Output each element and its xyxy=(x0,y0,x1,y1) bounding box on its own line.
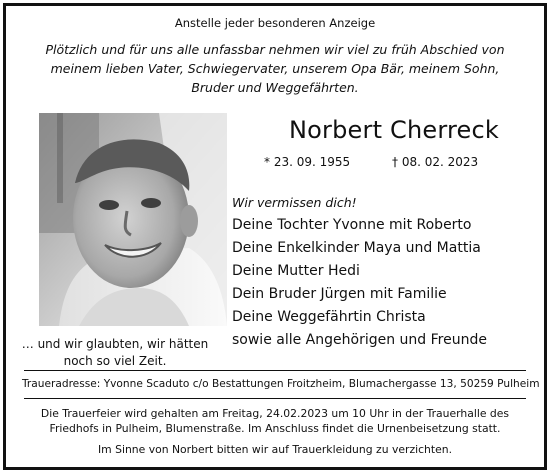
mourning-address: Traueradresse: Yvonne Scaduto c/o Bestattungen Froitzheim, Blumachergasse 13, 50259 Pulheim xyxy=(22,378,540,390)
ceremony-line-2: Friedhofs in Pulheim, Blumenstraße. Im Anschluss findet die Urnenbeisetzung statt. xyxy=(49,422,501,435)
notice-header: Anstelle jeder besonderen Anzeige xyxy=(174,16,376,30)
ceremony-line-3: Im Sinne von Norbert bitten wir auf Trauerkleidung zu verzichten. xyxy=(97,443,453,456)
intro-line-2: meinem lieben Vater, Schwiegervater, unserem Opa Bär, meinem Sohn, xyxy=(50,61,500,76)
mourner-line: Deine Enkelkinder Maya und Mattia xyxy=(232,240,481,256)
quote-line-2: noch so viel Zeit. xyxy=(63,354,167,368)
mourner-line: sowie alle Angehörigen und Freunde xyxy=(232,332,487,348)
ceremony-line-1: Die Trauerfeier wird gehalten am Freitag, 24.02.2023 um 10 Uhr in der Trauerhalle des xyxy=(40,407,510,420)
mourner-line: Dein Bruder Jürgen mit Familie xyxy=(232,286,447,302)
birth-date: * 23. 09. 1955 xyxy=(264,155,351,169)
obituary-notice xyxy=(3,3,547,470)
we-miss-you-text: Wir vermissen dich! xyxy=(232,195,357,210)
divider xyxy=(24,398,526,399)
portrait-photo xyxy=(39,113,227,326)
quote-line-1: … und wir glaubten, wir hätten xyxy=(21,337,209,351)
mourner-line: Deine Mutter Hedi xyxy=(232,263,360,279)
intro-line-1: Plötzlich und für uns alle unfassbar nehmen wir viel zu früh Abschied von xyxy=(45,42,505,57)
divider xyxy=(24,370,526,371)
mourner-line: Deine Tochter Yvonne mit Roberto xyxy=(232,217,472,233)
deceased-name: Norbert Cherreck xyxy=(289,116,499,144)
mourner-line: Deine Weggefährtin Christa xyxy=(232,309,426,325)
death-date: † 08. 02. 2023 xyxy=(392,155,479,169)
intro-line-3: Bruder und Weggefährten. xyxy=(191,80,359,95)
